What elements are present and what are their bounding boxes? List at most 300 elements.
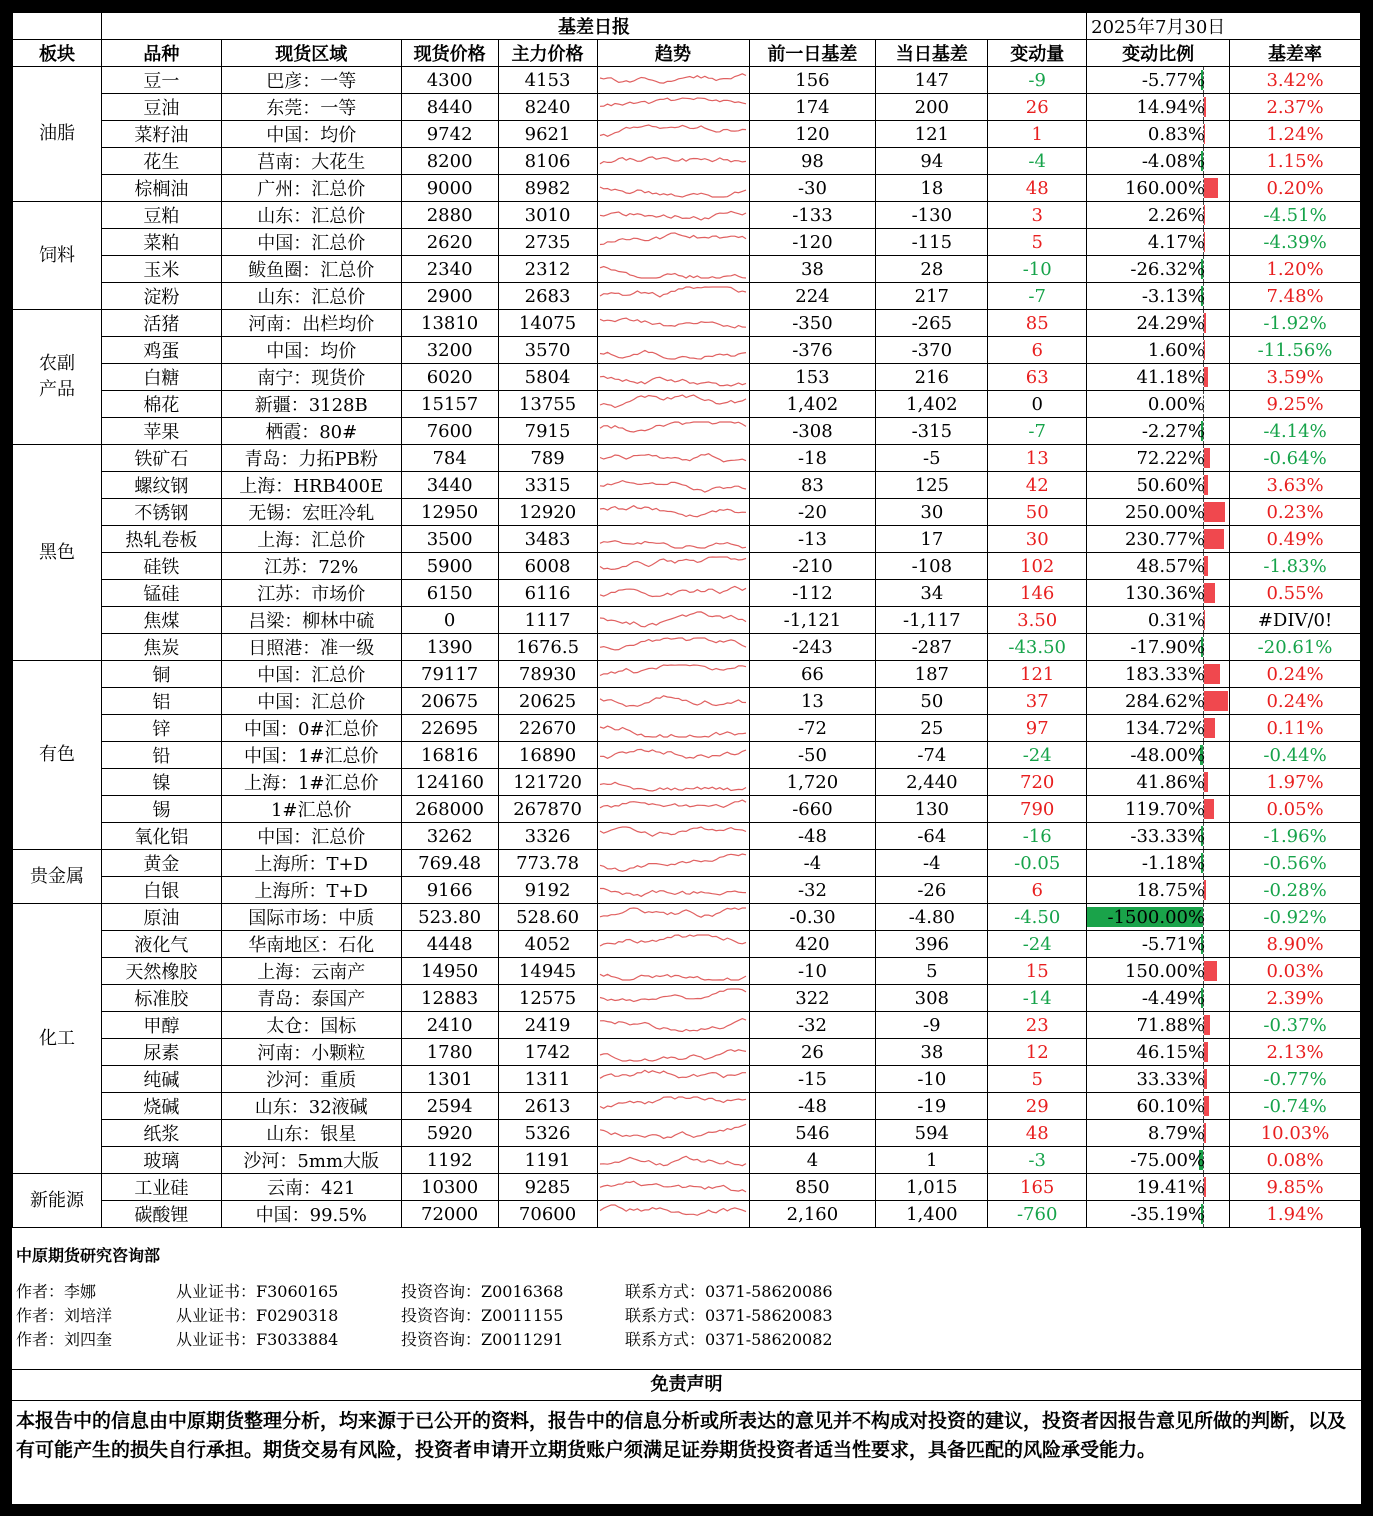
table-row [13,94,1361,121]
ratio-bar [1204,961,1217,981]
change-cell: -9 [988,67,1087,94]
variety-cell: 淀粉 [101,283,221,310]
change-ratio-cell [1087,931,1230,958]
main-price-cell: 2613 [498,1093,597,1120]
ratio-bar [1204,718,1215,738]
table-row [13,148,1361,175]
region-cell: 东莞：一等 [221,94,401,121]
change-ratio-cell [1087,364,1230,391]
variety-cell: 原油 [101,904,221,931]
ratio-text: 72.22% [1136,447,1206,469]
main-price-cell: 9192 [498,877,597,904]
spot-price-cell: 10300 [401,1174,498,1201]
change-cell: 5 [988,1066,1087,1093]
spot-price-cell: 2340 [401,256,498,283]
prev-basis-cell: 1,720 [749,769,876,796]
trend-sparkline [597,580,749,607]
author-consult: 投资咨询：Z0011291 [401,1330,564,1349]
spot-price-cell: 14950 [401,958,498,985]
ratio-text: 2.26% [1147,204,1206,226]
report-date: 2025年7月30日 [1087,13,1361,40]
curr-basis-cell: 1,402 [876,391,988,418]
change-ratio-cell [1087,850,1230,877]
basis-rate-cell: 1.94% [1230,1201,1361,1228]
region-cell: 中国：1#汇总价 [221,742,401,769]
spot-price-cell: 8200 [401,148,498,175]
change-ratio-cell [1087,1201,1230,1228]
region-cell: 沙河：重质 [221,1066,401,1093]
table-row [13,283,1361,310]
main-price-cell: 20625 [498,688,597,715]
column-header: 主力价格 [498,40,597,67]
change-ratio-cell [1087,661,1230,688]
change-ratio-cell [1087,337,1230,364]
region-cell: 中国：汇总价 [221,688,401,715]
main-price-cell: 8240 [498,94,597,121]
ratio-text: 14.94% [1136,96,1206,118]
trend-line [600,638,746,650]
spot-price-cell: 6150 [401,580,498,607]
author-cert: 从业证书：F0290318 [176,1306,339,1325]
change-cell: 165 [988,1174,1087,1201]
basis-rate-cell: 0.24% [1230,661,1361,688]
prev-basis-cell: 120 [749,121,876,148]
ratio-text: 50.60% [1136,474,1206,496]
prev-basis-cell: 26 [749,1039,876,1066]
basis-rate-cell: -0.56% [1230,850,1361,877]
curr-basis-cell: 125 [876,472,988,499]
ratio-text: -26.32% [1130,258,1206,280]
prev-basis-cell: -0.30 [749,904,876,931]
region-cell: 日照港：准一级 [221,634,401,661]
table-row [13,121,1361,148]
trend-line [600,506,746,517]
table-row [13,580,1361,607]
sector-label: 新能源 [13,1174,102,1228]
change-cell: 13 [988,445,1087,472]
prev-basis-cell: 2,160 [749,1201,876,1228]
table-row [13,175,1361,202]
change-cell: -43.50 [988,634,1087,661]
prev-basis-cell: 98 [749,148,876,175]
main-price-cell: 1191 [498,1147,597,1174]
spot-price-cell: 1390 [401,634,498,661]
prev-basis-cell: 420 [749,931,876,958]
basis-rate-cell: -1.83% [1230,553,1361,580]
region-cell: 1#汇总价 [221,796,401,823]
change-ratio-cell [1087,283,1230,310]
trend-sparkline [597,499,749,526]
sector-label: 饲料 [13,202,102,310]
basis-rate-cell: 0.05% [1230,796,1361,823]
basis-rate-cell: -0.77% [1230,1066,1361,1093]
table-row [13,310,1361,337]
basis-rate-cell: -20.61% [1230,634,1361,661]
table-row [13,634,1361,661]
basis-rate-cell: 0.49% [1230,526,1361,553]
org-name: 中原期货研究咨询部 [16,1246,161,1265]
prev-basis-cell: -48 [749,1093,876,1120]
spot-price-cell: 12883 [401,985,498,1012]
main-price-cell: 1742 [498,1039,597,1066]
trend-line [600,98,746,106]
ratio-text: -48.00% [1130,744,1206,766]
ratio-bar [1204,583,1215,603]
curr-basis-cell: -108 [876,553,988,580]
page-title: 基差日报 [101,13,1086,40]
trend-sparkline [597,688,749,715]
ratio-text: -33.33% [1130,825,1206,847]
variety-cell: 玻璃 [101,1147,221,1174]
region-cell: 栖霞：80# [221,418,401,445]
trend-line [600,612,746,627]
basis-rate-cell: -4.14% [1230,418,1361,445]
region-cell: 山东：汇总价 [221,202,401,229]
column-header: 品种 [101,40,221,67]
curr-basis-cell: 396 [876,931,988,958]
ratio-text: -75.00% [1130,1149,1206,1171]
curr-basis-cell: 1,400 [876,1201,988,1228]
change-cell: -0.05 [988,850,1087,877]
ratio-text: 0.83% [1147,123,1206,145]
change-cell: -14 [988,985,1087,1012]
region-cell: 河南：出栏均价 [221,310,401,337]
author-contact: 联系方式：0371-58620086 [625,1282,833,1301]
trend-sparkline [597,958,749,985]
table-row [13,742,1361,769]
table-row [13,931,1361,958]
region-cell: 广州：汇总价 [221,175,401,202]
change-cell: 50 [988,499,1087,526]
curr-basis-cell: 308 [876,985,988,1012]
prev-basis-cell: 83 [749,472,876,499]
main-price-cell: 3315 [498,472,597,499]
variety-cell: 液化气 [101,931,221,958]
trend-line [600,318,746,328]
trend-line [600,1124,746,1138]
region-cell: 中国：汇总价 [221,823,401,850]
ratio-text: 134.72% [1124,717,1206,739]
region-cell: 吕梁：柳林中硫 [221,607,401,634]
table-row [13,769,1361,796]
trend-sparkline [597,715,749,742]
change-ratio-cell [1087,823,1230,850]
trend-sparkline [597,202,749,229]
change-ratio-cell [1087,202,1230,229]
prev-basis-cell: 13 [749,688,876,715]
author-contact: 联系方式：0371-58620083 [625,1306,833,1325]
table-row [13,877,1361,904]
prev-basis-cell: -18 [749,445,876,472]
change-cell: 5 [988,229,1087,256]
table-row [13,364,1361,391]
region-cell: 上海：云南产 [221,958,401,985]
report-sheet [12,12,1361,1504]
main-price-cell: 14945 [498,958,597,985]
change-cell: 42 [988,472,1087,499]
trend-sparkline [597,1120,749,1147]
change-cell: 121 [988,661,1087,688]
ratio-bar [1204,529,1223,549]
main-price-cell: 22670 [498,715,597,742]
table-row [13,715,1361,742]
ratio-text: -3.13% [1141,285,1206,307]
variety-cell: 烧碱 [101,1093,221,1120]
spot-price-cell: 1301 [401,1066,498,1093]
trend-sparkline [597,1147,749,1174]
curr-basis-cell: -315 [876,418,988,445]
table-row [13,1012,1361,1039]
curr-basis-cell: -4.80 [876,904,988,931]
table-row [13,472,1361,499]
spot-price-cell: 1192 [401,1147,498,1174]
ratio-text: -17.90% [1130,636,1206,658]
change-ratio-cell [1087,1012,1230,1039]
trend-sparkline [597,229,749,256]
ratio-text: 0.00% [1147,393,1206,415]
trend-line [600,586,746,596]
main-price-cell: 7915 [498,418,597,445]
table-row [13,337,1361,364]
trend-line [600,481,746,493]
prev-basis-cell: -1,121 [749,607,876,634]
author-author: 作者：刘四奎 [16,1330,113,1349]
trend-sparkline [597,1066,749,1093]
prev-basis-cell: -350 [749,310,876,337]
column-header: 现货价格 [401,40,498,67]
spot-price-cell: 268000 [401,796,498,823]
prev-basis-cell: 66 [749,661,876,688]
spot-price-cell: 523.80 [401,904,498,931]
column-header: 当日基差 [876,40,988,67]
main-price-cell: 2735 [498,229,597,256]
trend-line [600,696,746,707]
basis-rate-cell: 2.37% [1230,94,1361,121]
variety-cell: 玉米 [101,256,221,283]
variety-cell: 棉花 [101,391,221,418]
trend-line [600,376,746,386]
ratio-text: -5.77% [1141,69,1206,91]
table-row [13,985,1361,1012]
prev-basis-cell: -210 [749,553,876,580]
change-ratio-cell [1087,526,1230,553]
variety-cell: 菜粕 [101,229,221,256]
prev-basis-cell: 38 [749,256,876,283]
basis-rate-cell: 3.42% [1230,67,1361,94]
region-cell: 新疆：3128B [221,391,401,418]
spot-price-cell: 12950 [401,499,498,526]
region-cell: 中国：均价 [221,337,401,364]
basis-rate-cell: -0.92% [1230,904,1361,931]
basis-rate-cell: 1.15% [1230,148,1361,175]
ratio-bar [1204,502,1225,522]
change-ratio-cell [1087,391,1230,418]
change-ratio-cell [1087,607,1230,634]
change-cell: -24 [988,742,1087,769]
basis-rate-cell: 0.55% [1230,580,1361,607]
table-row [13,202,1361,229]
prev-basis-cell: -133 [749,202,876,229]
change-ratio-cell [1087,958,1230,985]
variety-cell: 锡 [101,796,221,823]
table-row [13,445,1361,472]
sector-label: 油脂 [13,67,102,202]
change-ratio-cell [1087,445,1230,472]
trend-sparkline [597,904,749,931]
change-cell: 3.50 [988,607,1087,634]
trend-sparkline [597,985,749,1012]
ratio-text: -1.18% [1141,852,1206,874]
ratio-text: 46.15% [1136,1041,1206,1063]
variety-cell: 碳酸锂 [101,1201,221,1228]
change-cell: -7 [988,283,1087,310]
change-cell: -10 [988,256,1087,283]
spot-price-cell: 15157 [401,391,498,418]
change-ratio-cell [1087,256,1230,283]
region-cell: 南宁：现货价 [221,364,401,391]
curr-basis-cell: -4 [876,850,988,877]
basis-rate-cell: -1.96% [1230,823,1361,850]
curr-basis-cell: 30 [876,499,988,526]
ratio-text: 60.10% [1136,1095,1206,1117]
prev-basis-cell: -4 [749,850,876,877]
trend-sparkline [597,148,749,175]
basis-rate-cell: -1.92% [1230,310,1361,337]
prev-basis-cell: -72 [749,715,876,742]
change-cell: 29 [988,1093,1087,1120]
region-cell: 江苏：72% [221,553,401,580]
change-ratio-cell [1087,1174,1230,1201]
spot-price-cell: 5900 [401,553,498,580]
trend-line [600,557,746,569]
curr-basis-cell: 121 [876,121,988,148]
variety-cell: 不锈钢 [101,499,221,526]
change-ratio-cell [1087,148,1230,175]
variety-cell: 活猪 [101,310,221,337]
region-cell: 巴彦：一等 [221,67,401,94]
main-price-cell: 789 [498,445,597,472]
curr-basis-cell: 594 [876,1120,988,1147]
author-author: 作者：李娜 [16,1282,97,1301]
basis-rate-cell: 0.08% [1230,1147,1361,1174]
region-cell: 沙河：5mm大版 [221,1147,401,1174]
change-cell: 790 [988,796,1087,823]
basis-rate-cell: 0.03% [1230,958,1361,985]
region-cell: 鲅鱼圈：汇总价 [221,256,401,283]
table-row [13,904,1361,931]
basis-rate-cell: -0.37% [1230,1012,1361,1039]
change-cell: 26 [988,94,1087,121]
trend-sparkline [597,877,749,904]
change-cell: 23 [988,1012,1087,1039]
curr-basis-cell: 217 [876,283,988,310]
curr-basis-cell: 200 [876,94,988,121]
change-ratio-cell [1087,580,1230,607]
column-header: 现货区域 [221,40,401,67]
curr-basis-cell: -10 [876,1066,988,1093]
region-cell: 中国：0#汇总价 [221,715,401,742]
change-cell: -16 [988,823,1087,850]
basis-rate-cell: -4.39% [1230,229,1361,256]
ratio-bar [1204,664,1219,684]
region-cell: 中国：汇总价 [221,229,401,256]
main-price-cell: 13755 [498,391,597,418]
ratio-text: 150.00% [1124,960,1206,982]
prev-basis-cell: 1,402 [749,391,876,418]
change-ratio-cell [1087,499,1230,526]
main-price-cell: 1117 [498,607,597,634]
ratio-text: 250.00% [1124,501,1206,523]
variety-cell: 焦煤 [101,607,221,634]
variety-cell: 豆油 [101,94,221,121]
change-cell: 30 [988,526,1087,553]
author-contact: 联系方式：0371-58620082 [625,1330,833,1349]
change-ratio-cell [1087,688,1230,715]
table-row [13,1120,1361,1147]
spot-price-cell: 8440 [401,94,498,121]
curr-basis-cell: 1 [876,1147,988,1174]
trend-sparkline [597,472,749,499]
prev-basis-cell: -15 [749,1066,876,1093]
curr-basis-cell: 17 [876,526,988,553]
curr-basis-cell: 18 [876,175,988,202]
variety-cell: 镍 [101,769,221,796]
prev-basis-cell: -112 [749,580,876,607]
change-cell: -760 [988,1201,1087,1228]
main-price-cell: 3483 [498,526,597,553]
change-cell: 6 [988,877,1087,904]
main-price-cell: 16890 [498,742,597,769]
main-price-cell: 12575 [498,985,597,1012]
change-ratio-cell [1087,229,1230,256]
spot-price-cell: 5920 [401,1120,498,1147]
blank-corner [13,13,102,40]
change-ratio-cell [1087,175,1230,202]
trend-line [600,287,746,297]
curr-basis-cell: -19 [876,1093,988,1120]
curr-basis-cell: 28 [876,256,988,283]
main-price-cell: 70600 [498,1201,597,1228]
trend-sparkline [597,634,749,661]
ratio-bar [1204,799,1214,819]
trend-line [600,454,746,462]
basis-rate-cell: 3.59% [1230,364,1361,391]
table-row [13,1093,1361,1120]
variety-cell: 纸浆 [101,1120,221,1147]
spot-price-cell: 9000 [401,175,498,202]
curr-basis-cell: 5 [876,958,988,985]
table-row [13,1066,1361,1093]
change-cell: 37 [988,688,1087,715]
trend-sparkline [597,553,749,580]
prev-basis-cell: 546 [749,1120,876,1147]
basis-rate-cell: -0.28% [1230,877,1361,904]
ratio-text: 160.00% [1124,177,1206,199]
change-cell: 85 [988,310,1087,337]
table-row [13,256,1361,283]
variety-cell: 铜 [101,661,221,688]
spot-price-cell: 2620 [401,229,498,256]
author-author: 作者：刘培洋 [16,1306,113,1325]
region-cell: 国际市场：中质 [221,904,401,931]
sector-label: 农副产品 [13,310,102,445]
basis-rate-cell: 1.97% [1230,769,1361,796]
trend-line [600,974,746,980]
main-price-cell: 1311 [498,1066,597,1093]
ratio-text: 8.79% [1147,1122,1206,1144]
variety-cell: 花生 [101,148,221,175]
curr-basis-cell: 187 [876,661,988,688]
